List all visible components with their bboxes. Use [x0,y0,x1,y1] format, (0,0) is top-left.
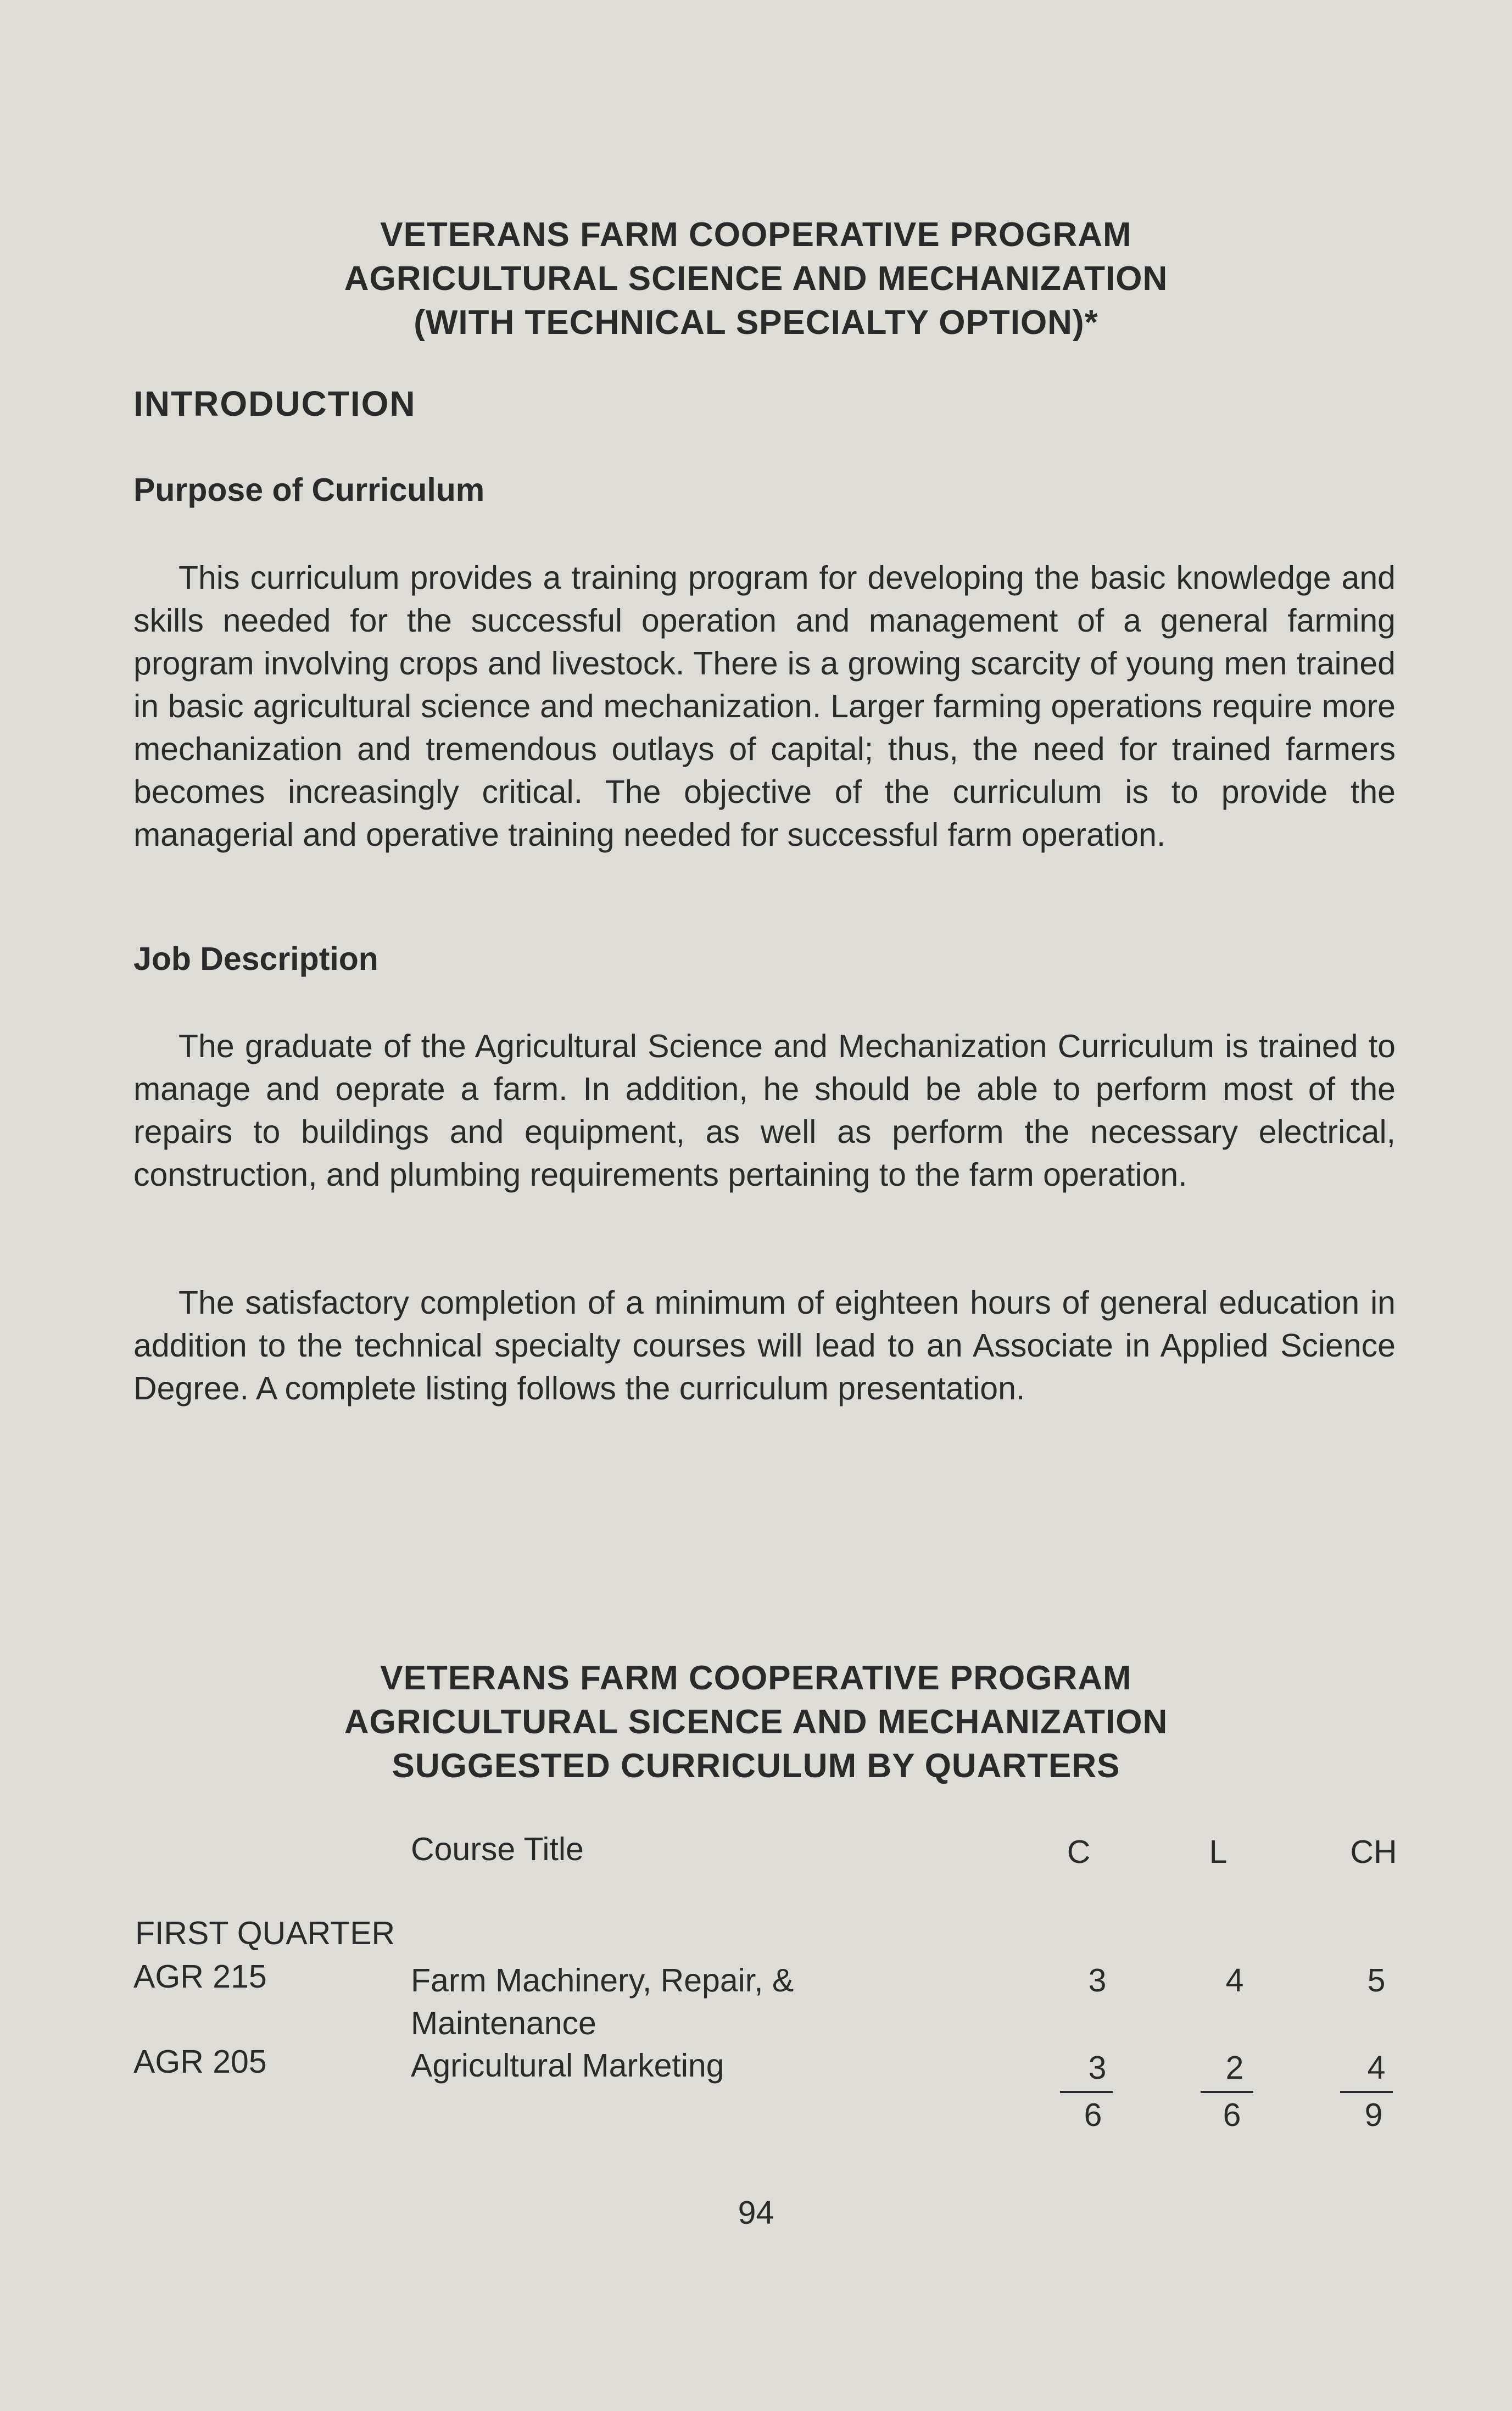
total-rule-c [1060,2091,1113,2093]
job-description-paragraph: The graduate of the Agricultural Science and Mechanization Curriculum is trained to manage and oeprate a farm. In addition, he should be able to perform most of the repairs to buildings and equipment, as well as perform the necessary electrical, construction, and plumbing requirements pertaining to the farm operation. [133,1028,1396,1193]
course-credit-hours: 5 [1367,1962,1386,1999]
column-header-c: C [1067,1834,1091,1870]
total-rule-ch [1340,2091,1393,2093]
completion-paragraph: The satisfactory completion of a minimum of eighteen hours of general education in addition to the technical specialty courses will lead to an Associate in Applied Science Degree. A complete listing follows the curriculum presentation. [133,1285,1396,1407]
job-description-heading: Job Description [133,941,378,977]
program-title-line-1: VETERANS FARM COOPERATIVE PROGRAM [380,216,1132,254]
total-contact-hours: 6 [1084,2097,1102,2133]
course-title-continued: Maintenance [411,2005,596,2041]
course-code: AGR 215 [133,1958,267,1995]
curriculum-title-line-2: AGRICULTURAL SICENCE AND MECHANIZATION [344,1703,1168,1741]
course-title: Farm Machinery, Repair, & [411,1962,794,1999]
quarter-label: FIRST QUARTER [135,1915,395,1951]
course-title: Agricultural Marketing [411,2047,724,2084]
course-code: AGR 205 [133,2044,267,2080]
program-title-line-2: AGRICULTURAL SCIENCE AND MECHANIZATION [344,260,1168,298]
total-rule-l [1201,2091,1253,2093]
program-title-line-3: (WITH TECHNICAL SPECIALTY OPTION)* [414,304,1098,342]
curriculum-title-line-1: VETERANS FARM COOPERATIVE PROGRAM [380,1659,1132,1697]
introduction-heading: INTRODUCTION [133,384,416,423]
purpose-paragraph: This curriculum provides a training program for developing the basic knowledge and skills needed for the successful operation and management of a general farming program involving crops and livestock. There is a growing scarcity of young men trained in basic agricultural science and mechanization. Larger farming operations require more mechanization and tremendous outlays of capital; thus, the need for trained farmers becomes increasingly critical. The objective of the curriculum is to provide the managerial and operative training needed for successful farm operation. [133,560,1396,853]
total-lab-hours: 6 [1223,2097,1241,2133]
course-contact-hours: 3 [1088,1962,1107,1999]
course-lab-hours: 4 [1225,1962,1244,1999]
course-contact-hours: 3 [1088,2050,1107,2086]
column-header-course-title: Course Title [411,1831,584,1867]
page-number: 94 [738,2195,774,2231]
column-header-ch: CH [1350,1834,1397,1870]
curriculum-title [0,1656,1512,1788]
total-credit-hours: 9 [1364,2097,1383,2133]
purpose-heading: Purpose of Curriculum [133,472,485,508]
program-title [0,213,1512,345]
column-header-l: L [1209,1834,1228,1870]
course-credit-hours: 4 [1367,2050,1386,2086]
course-lab-hours: 2 [1225,2050,1244,2086]
curriculum-title-line-3: SUGGESTED CURRICULUM BY QUARTERS [392,1747,1120,1785]
